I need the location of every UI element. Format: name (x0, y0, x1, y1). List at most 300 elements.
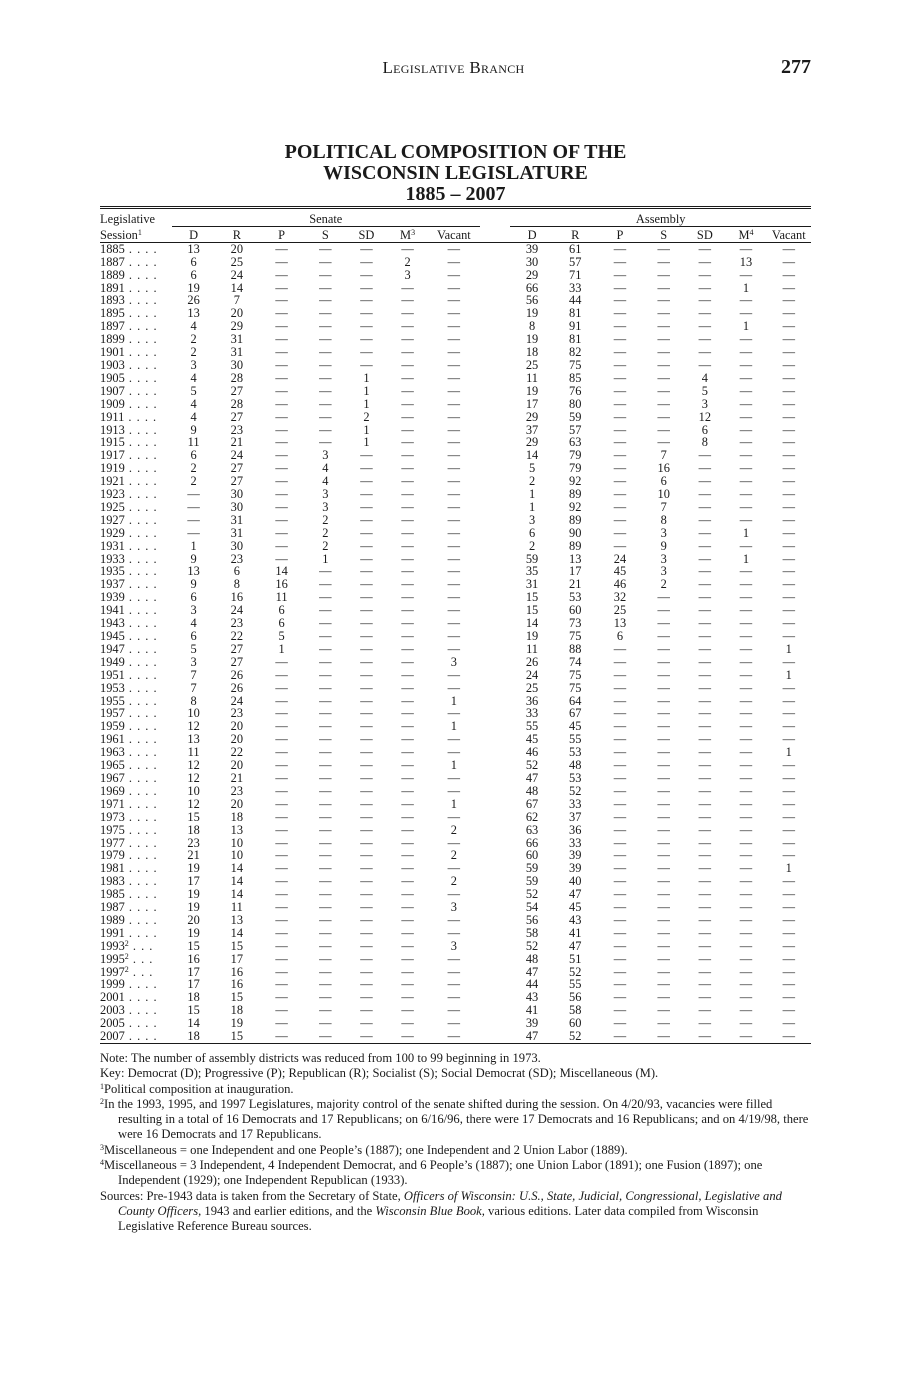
senate-cell: 15 (187, 1004, 200, 1018)
table-body (100, 242, 811, 1043)
session-year: 1949 . . . . (100, 655, 158, 669)
assembly-cell: — (698, 926, 712, 940)
assembly-cell: — (782, 655, 795, 669)
senate-cell: — (401, 694, 414, 708)
senate-cell: — (360, 888, 373, 902)
assembly-cell: — (657, 591, 670, 605)
senate-cell: — (360, 268, 373, 282)
senate-cell: — (401, 797, 414, 811)
senate-cell: 1 (450, 720, 457, 734)
assembly-cell: 43 (569, 913, 582, 927)
assembly-cell: — (613, 410, 627, 424)
senate-cell: — (360, 784, 373, 798)
assembly-cell: — (739, 642, 753, 656)
senate-cell: 3 (450, 901, 457, 914)
assembly-cell: 26 (525, 655, 539, 669)
senate-cell: — (319, 746, 332, 760)
assembly-cell: 13 (569, 552, 582, 566)
assembly-cell: — (739, 371, 753, 385)
footnote-2: $^2$In the 1993, 1995, and 1997 Legislatures, majority control of the senate shifted during the session. On 4/20/93, vacancies were filled resulting in a total of 16 Democrats and 17 Republicans; on 6/16/96, there were 17 Democrats and 16 Republicans; and on 4/19/98, there were 16 Democrats and 17 Republicans. (100, 1096, 809, 1142)
senate-cell: — (360, 991, 373, 1005)
senate-cell: 20 (230, 242, 244, 256)
senate-cell: 1 (450, 759, 457, 772)
assembly-cell: 33 (569, 281, 582, 295)
assembly-cell: — (613, 333, 627, 347)
senate-col-header-p: P (258, 226, 304, 242)
assembly-cell: — (613, 436, 627, 450)
session-year: 1961 . . . . (100, 733, 158, 747)
senate-cell: 6 (278, 604, 285, 618)
assembly-cell: — (782, 397, 795, 411)
senate-cell: — (447, 642, 461, 656)
assembly-cell: — (613, 358, 627, 372)
senate-cell: — (360, 952, 373, 966)
senate-cell: — (447, 371, 461, 385)
senate-cell: 19 (187, 888, 200, 902)
assembly-cell: — (739, 410, 753, 424)
senate-cell: 4 (190, 320, 197, 334)
table-row (100, 746, 811, 759)
assembly-cell: — (613, 642, 627, 656)
senate-cell: — (360, 823, 373, 837)
senate-cell: — (319, 939, 332, 953)
assembly-cell: — (698, 268, 712, 282)
assembly-cell: — (613, 320, 627, 334)
senate-cell: 26 (230, 681, 244, 695)
assembly-cell: — (698, 307, 712, 321)
senate-cell: 19 (187, 926, 200, 940)
senate-cell: — (275, 939, 288, 953)
senate-cell: 16 (230, 978, 244, 992)
assembly-cell: — (657, 410, 670, 424)
table-row (100, 978, 811, 991)
senate-cell: — (319, 823, 332, 837)
senate-cell: — (401, 733, 414, 747)
assembly-cell: — (698, 823, 712, 837)
senate-cell: — (401, 720, 414, 734)
senate-cell: — (401, 939, 414, 953)
assembly-cell: — (739, 836, 753, 850)
table-row (100, 501, 811, 514)
senate-cell: — (275, 423, 288, 437)
assembly-cell: — (739, 939, 753, 953)
assembly-cell: — (782, 513, 795, 527)
senate-cell: — (275, 526, 288, 540)
senate-cell: 15 (230, 939, 244, 953)
assembly-cell: — (657, 901, 670, 914)
senate-cell: — (360, 255, 373, 269)
session-year: 1971 . . . . (100, 797, 158, 811)
senate-cell: 31 (230, 526, 244, 540)
assembly-cell: — (613, 836, 627, 850)
senate-cell: — (401, 901, 414, 914)
senate-cell: — (360, 759, 373, 772)
senate-cell: 23 (230, 784, 244, 798)
senate-cell: 27 (230, 475, 244, 489)
assembly-cell: — (613, 952, 627, 966)
assembly-cell: — (739, 358, 753, 372)
assembly-cell: 56 (569, 991, 582, 1005)
senate-cell: 20 (230, 733, 244, 747)
assembly-cell: 75 (569, 630, 582, 643)
session-year: 1909 . . . . (100, 397, 158, 411)
assembly-cell: — (782, 720, 795, 734)
session-year: 1941 . . . . (100, 604, 158, 618)
senate-cell: 8 (190, 694, 197, 708)
table-title (100, 142, 811, 205)
assembly-cell: 6 (701, 423, 708, 437)
senate-cell: — (360, 513, 373, 527)
senate-cell: — (401, 823, 414, 837)
assembly-cell: — (657, 991, 670, 1005)
senate-cell: — (360, 539, 373, 553)
senate-cell: — (401, 410, 414, 424)
senate-cell: — (401, 617, 414, 630)
senate-cell: — (319, 1004, 332, 1018)
assembly-cell: 92 (569, 500, 582, 514)
assembly-cell: — (613, 746, 627, 760)
assembly-cell: 67 (569, 707, 582, 721)
senate-cell: 4 (190, 617, 197, 630)
senate-cell: 27 (230, 410, 244, 424)
assembly-cell: 45 (613, 565, 627, 579)
assembly-cell: — (739, 913, 753, 927)
senate-cell: — (447, 630, 461, 643)
assembly-cell: — (613, 913, 627, 927)
assembly-cell: 4 (701, 371, 708, 385)
senate-cell: — (319, 630, 332, 643)
senate-cell: 23 (187, 836, 200, 850)
senate-cell: — (360, 346, 373, 359)
assembly-cell: 13 (613, 617, 627, 630)
senate-cell: 13 (230, 823, 244, 837)
assembly-cell: 56 (525, 913, 539, 927)
senate-cell: — (447, 410, 461, 424)
assembly-cell: — (739, 397, 753, 411)
senate-cell: — (346, 1030, 387, 1043)
assembly-cell: 2 (660, 578, 667, 592)
assembly-cell: — (657, 823, 670, 837)
assembly-cell: — (782, 849, 795, 863)
senate-cell: — (319, 358, 332, 372)
assembly-col-header-vacant: Vacant (767, 226, 811, 242)
assembly-cell: — (782, 320, 795, 334)
senate-cell: — (447, 436, 461, 450)
assembly-col-header-d: D (510, 226, 553, 242)
assembly-cell: — (739, 591, 753, 605)
assembly-cell: — (613, 901, 627, 914)
senate-cell: — (401, 642, 414, 656)
senate-cell: 7 (190, 668, 197, 682)
assembly-cell: 89 (569, 539, 582, 553)
assembly-cell: 67 (525, 797, 539, 811)
senate-cell: 10 (230, 836, 244, 850)
assembly-cell: 8 (528, 320, 536, 334)
session-year: 1921 . . . . (100, 475, 158, 489)
senate-cell: — (360, 617, 373, 630)
senate-cell: — (401, 926, 414, 940)
senate-cell: — (275, 242, 288, 256)
assembly-cell: 24 (525, 668, 539, 682)
senate-cell: 11 (187, 746, 200, 760)
senate-cell: — (447, 384, 461, 398)
senate-cell: 24 (230, 449, 244, 463)
senate-cell: 2 (363, 410, 370, 424)
assembly-cell: — (613, 1004, 627, 1018)
table-row (100, 927, 811, 940)
assembly-cell: 85 (569, 371, 582, 385)
assembly-cell: — (782, 475, 795, 489)
senate-cell: 30 (230, 488, 244, 501)
assembly-cell: 89 (569, 513, 582, 527)
senate-cell: — (275, 759, 288, 772)
senate-cell: — (319, 913, 332, 927)
assembly-cell: 24 (613, 552, 627, 566)
assembly-col-header-s: S (643, 226, 684, 242)
senate-cell: 12 (187, 759, 200, 772)
assembly-cell: 81 (569, 333, 582, 347)
senate-group-header: Senate (172, 208, 480, 227)
senate-cell: — (447, 475, 461, 489)
assembly-cell: — (739, 462, 753, 476)
senate-cell: 2 (322, 513, 329, 527)
senate-cell: — (275, 797, 288, 811)
senate-cell: 18 (230, 810, 244, 824)
table-row (100, 682, 811, 695)
assembly-cell: — (613, 694, 627, 708)
assembly-cell: 53 (569, 591, 582, 605)
table-row (100, 424, 811, 437)
senate-cell: 14 (187, 1017, 200, 1031)
senate-cell: 1 (363, 384, 370, 398)
assembly-cell: — (613, 255, 627, 269)
senate-cell: — (275, 746, 288, 760)
table-row (100, 695, 811, 708)
session-year: 1925 . . . . (100, 500, 158, 514)
senate-cell: — (447, 926, 461, 940)
session-year: 1945 . . . . (100, 630, 158, 643)
senate-cell: — (319, 926, 332, 940)
senate-cell: — (447, 513, 461, 527)
senate-cell: 6 (190, 268, 197, 282)
senate-cell: — (360, 488, 373, 501)
session-year: 2003 . . . . (100, 1004, 158, 1018)
senate-cell: 4 (190, 371, 197, 385)
senate-cell: — (401, 810, 414, 824)
assembly-cell: — (782, 488, 795, 501)
assembly-cell: 19 (525, 384, 539, 398)
senate-cell: — (360, 694, 373, 708)
assembly-cell: — (657, 307, 670, 321)
senate-cell: — (401, 242, 414, 256)
senate-cell: — (275, 913, 288, 927)
assembly-cell: — (657, 836, 670, 850)
senate-cell: 17 (187, 978, 200, 992)
table-row (100, 242, 811, 255)
senate-cell: — (275, 681, 288, 695)
assembly-cell: — (782, 1017, 795, 1031)
senate-cell: — (447, 449, 461, 463)
assembly-cell: 6 (616, 630, 624, 643)
running-header-title: Legislative Branch (382, 58, 525, 77)
assembly-cell: — (698, 965, 712, 979)
page-number: 277 (781, 56, 811, 78)
senate-cell: 28 (230, 371, 244, 385)
senate-cell: 2 (404, 255, 411, 269)
senate-cell: — (447, 242, 461, 256)
senate-cell: 14 (230, 888, 244, 902)
assembly-cell: 29 (525, 436, 539, 450)
assembly-cell: — (782, 875, 795, 889)
assembly-cell: — (657, 862, 670, 876)
senate-cell: 14 (275, 565, 288, 579)
senate-cell: — (275, 720, 288, 734)
senate-cell: — (319, 320, 332, 334)
senate-cell: — (447, 320, 461, 334)
senate-cell: — (401, 681, 414, 695)
senate-cell: 19 (230, 1017, 244, 1031)
table-row (100, 385, 811, 398)
senate-cell: — (447, 888, 461, 902)
assembly-cell: 32 (613, 591, 627, 605)
senate-cell: — (360, 965, 373, 979)
senate-cell: — (360, 500, 373, 514)
assembly-cell: 56 (525, 294, 539, 308)
senate-cell: 24 (230, 604, 244, 618)
assembly-cell: — (739, 346, 753, 359)
senate-cell: — (401, 436, 414, 450)
senate-cell: 3 (450, 939, 457, 953)
table-row (100, 798, 811, 811)
assembly-cell: — (782, 294, 795, 308)
senate-cell: — (275, 888, 288, 902)
senate-cell: 10 (187, 784, 200, 798)
assembly-cell: — (657, 1017, 670, 1031)
senate-cell: 23 (230, 423, 244, 437)
senate-cell: — (401, 281, 414, 295)
assembly-cell: 47 (569, 888, 582, 902)
assembly-cell: — (698, 320, 712, 334)
senate-cell: — (275, 1004, 288, 1018)
senate-cell: — (187, 513, 200, 527)
senate-cell: — (360, 642, 373, 656)
session-year: 1997$^2$ . . . (100, 965, 154, 979)
column-header-row (100, 226, 811, 242)
assembly-cell: 71 (569, 268, 582, 282)
assembly-cell: — (613, 526, 627, 540)
assembly-cell: 75 (569, 681, 582, 695)
senate-cell: — (360, 913, 373, 927)
senate-cell: 5 (190, 642, 197, 656)
assembly-cell: — (782, 952, 795, 966)
senate-cell: — (319, 655, 332, 669)
assembly-cell: — (782, 449, 795, 463)
senate-cell: — (275, 346, 288, 359)
senate-cell: — (447, 978, 461, 992)
assembly-cell: — (782, 823, 795, 837)
assembly-cell: 2 (528, 539, 536, 553)
senate-cell: 10 (187, 707, 200, 721)
senate-cell: 13 (230, 913, 244, 927)
session-year: 1893 . . . . (100, 294, 158, 308)
assembly-cell: — (739, 952, 753, 966)
session-year: 1885 . . . . (100, 242, 158, 256)
senate-cell: — (319, 707, 332, 721)
senate-cell: 1 (363, 436, 370, 450)
assembly-cell: 1 (742, 281, 750, 295)
assembly-cell: — (782, 939, 795, 953)
assembly-cell: — (657, 630, 670, 643)
senate-cell: 5 (190, 384, 197, 398)
senate-col-header-r: R (215, 226, 258, 242)
assembly-cell: 47 (525, 965, 539, 979)
senate-cell: 16 (275, 578, 288, 592)
senate-cell: 11 (275, 591, 288, 605)
assembly-cell: 79 (569, 449, 582, 463)
assembly-cell: 1 (785, 746, 792, 760)
senate-cell: — (447, 526, 461, 540)
assembly-cell: — (657, 771, 670, 785)
assembly-col-header-r: R (554, 226, 597, 242)
assembly-cell: — (613, 268, 627, 282)
assembly-cell: — (782, 539, 795, 553)
assembly-cell: — (739, 823, 753, 837)
senate-cell: — (275, 965, 288, 979)
assembly-cell: 39 (525, 1017, 539, 1031)
assembly-cell: — (657, 694, 670, 708)
senate-cell: 22 (230, 746, 244, 760)
assembly-cell: — (657, 320, 670, 334)
assembly-cell: — (698, 952, 712, 966)
assembly-cell: — (698, 346, 712, 359)
senate-cell: — (447, 565, 461, 579)
senate-cell: — (319, 242, 332, 256)
assembly-cell: — (782, 500, 795, 514)
senate-cell: 18 (187, 991, 200, 1005)
senate-cell: 20 (230, 307, 244, 321)
senate-cell: 3 (404, 268, 411, 282)
senate-cell: — (360, 578, 373, 592)
senate-cell: 4 (190, 410, 197, 424)
senate-cell: 30 (230, 358, 244, 372)
table-row (100, 1017, 811, 1030)
senate-cell: — (360, 668, 373, 682)
session-year: 1973 . . . . (100, 810, 158, 824)
session-year: 1993$^2$ . . . (100, 939, 154, 953)
senate-cell: — (428, 1030, 479, 1043)
assembly-cell: 17 (525, 397, 539, 411)
table-row (100, 269, 811, 282)
senate-cell: — (319, 604, 332, 618)
senate-cell: 6 (190, 630, 197, 643)
senate-cell: 31 (230, 513, 244, 527)
assembly-cell: — (613, 449, 627, 463)
assembly-cell: — (698, 358, 712, 372)
assembly-cell: — (698, 1017, 712, 1031)
assembly-cell: 76 (569, 384, 582, 398)
senate-cell: — (275, 771, 288, 785)
assembly-cell: — (739, 965, 753, 979)
assembly-cell: 52 (525, 939, 539, 953)
sources-text: Sources: Pre-1943 data is taken from the Secretary of State, Officers of Wisconsin: U.S., State, Judicial, Congressional, Legislative and County Officers, 1943 and earlier editions, and the Wisconsin Blue Book, various editions. Later data compiled from Wisconsin Legislative Reference Bureau sources. (100, 1188, 782, 1234)
senate-cell: — (401, 604, 414, 618)
senate-cell: — (360, 655, 373, 669)
assembly-cell: — (782, 436, 795, 450)
senate-col-header-s: S (305, 226, 346, 242)
senate-cell: — (447, 255, 461, 269)
senate-cell: — (360, 281, 373, 295)
senate-cell: — (275, 784, 288, 798)
